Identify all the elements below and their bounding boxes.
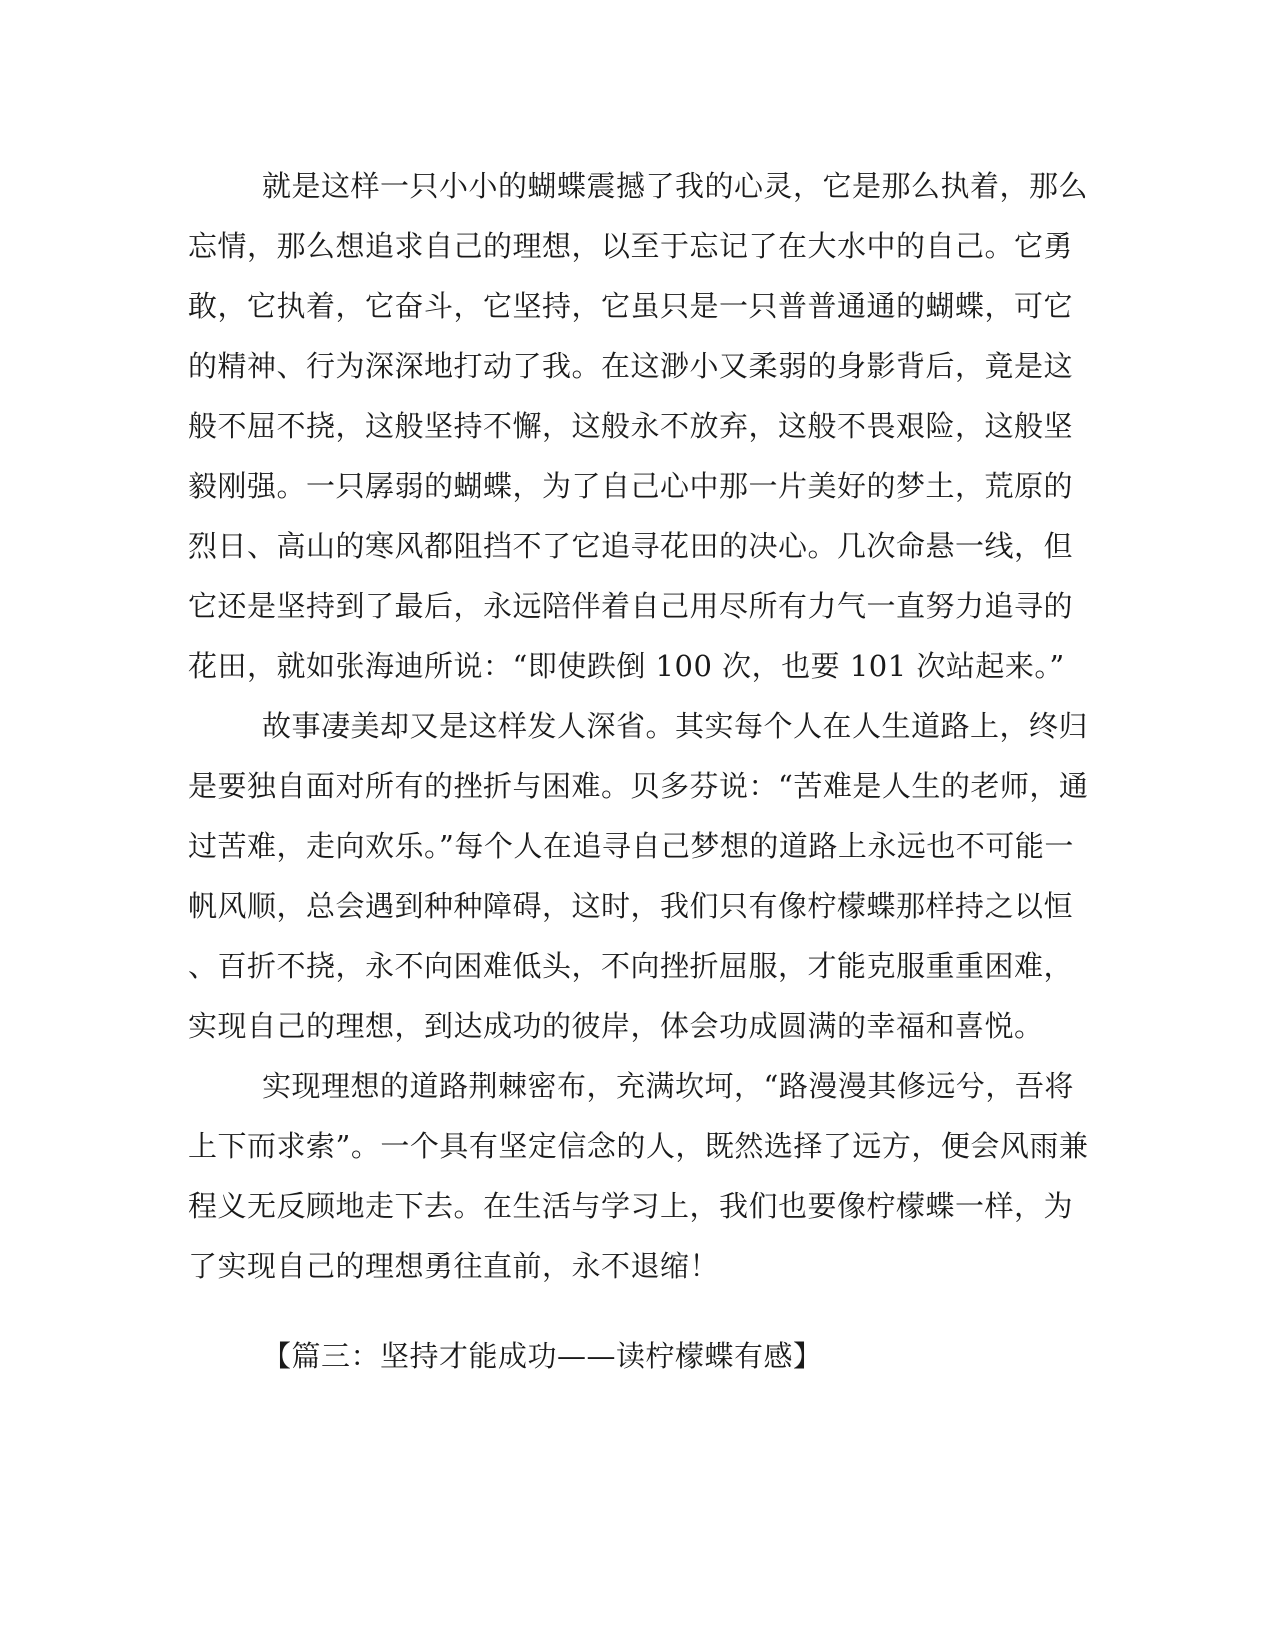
paragraph-1-line-7: 烈日、高山的寒风都阻挡不了它追寻花田的决心。几次命悬一线，但	[188, 529, 1074, 563]
paragraph-1-line-5: 般不屈不挠，这般坚持不懈，这般永不放弃，这般不畏艰险，这般坚	[188, 409, 1074, 443]
paragraph-2-line-6: 实现自己的理想，到达成功的彼岸，体会功成圆满的幸福和喜悦。	[188, 1009, 1044, 1043]
paragraph-1-line-2: 忘情，那么想追求自己的理想，以至于忘记了在大水中的自己。它勇	[188, 229, 1074, 263]
paragraph-1-line-1: 就是这样一只小小的蝴蝶震撼了我的心灵，它是那么执着，那么	[262, 169, 1089, 203]
paragraph-2-line-3: 过苦难，走向欢乐。”每个人在追寻自己梦想的道路上永远也不可能一	[188, 829, 1074, 863]
paragraph-3-line-4: 了实现自己的理想勇往直前，永不退缩！	[188, 1249, 720, 1283]
section-heading: 【篇三：坚持才能成功——读柠檬蝶有感】	[262, 1339, 823, 1373]
paragraph-3-line-1: 实现理想的道路荆棘密布，充满坎坷，“路漫漫其修远兮，吾将	[262, 1069, 1074, 1103]
paragraph-3-line-2: 上下而求索”。一个具有坚定信念的人，既然选择了远方，便会风雨兼	[188, 1129, 1089, 1163]
paragraph-2-line-1: 故事凄美却又是这样发人深省。其实每个人在人生道路上，终归	[262, 709, 1089, 743]
paragraph-1-line-4: 的精神、行为深深地打动了我。在这渺小又柔弱的身影背后，竟是这	[188, 349, 1074, 383]
paragraph-2-line-2: 是要独自面对所有的挫折与困难。贝多芬说：“苦难是人生的老师，通	[188, 769, 1089, 803]
paragraph-1-line-8: 它还是坚持到了最后，永远陪伴着自己用尽所有力气一直努力追寻的	[188, 589, 1074, 623]
paragraph-1-line-9: 花田，就如张海迪所说：“即使跌倒 100 次，也要 101 次站起来。”	[188, 649, 1065, 683]
paragraph-1-line-3: 敢，它执着，它奋斗，它坚持，它虽只是一只普普通通的蝴蝶，可它	[188, 289, 1074, 323]
paragraph-1-line-6: 毅刚强。一只孱弱的蝴蝶，为了自己心中那一片美好的梦土，荒原的	[188, 469, 1074, 503]
paragraph-3-line-3: 程义无反顾地走下去。在生活与学习上，我们也要像柠檬蝶一样，为	[188, 1189, 1074, 1223]
paragraph-2-line-4: 帆风顺，总会遇到种种障碍，这时，我们只有像柠檬蝶那样持之以恒	[188, 889, 1074, 923]
paragraph-2-line-5: 、百折不挠，永不向困难低头，不向挫折屈服，才能克服重重困难，	[188, 949, 1074, 983]
